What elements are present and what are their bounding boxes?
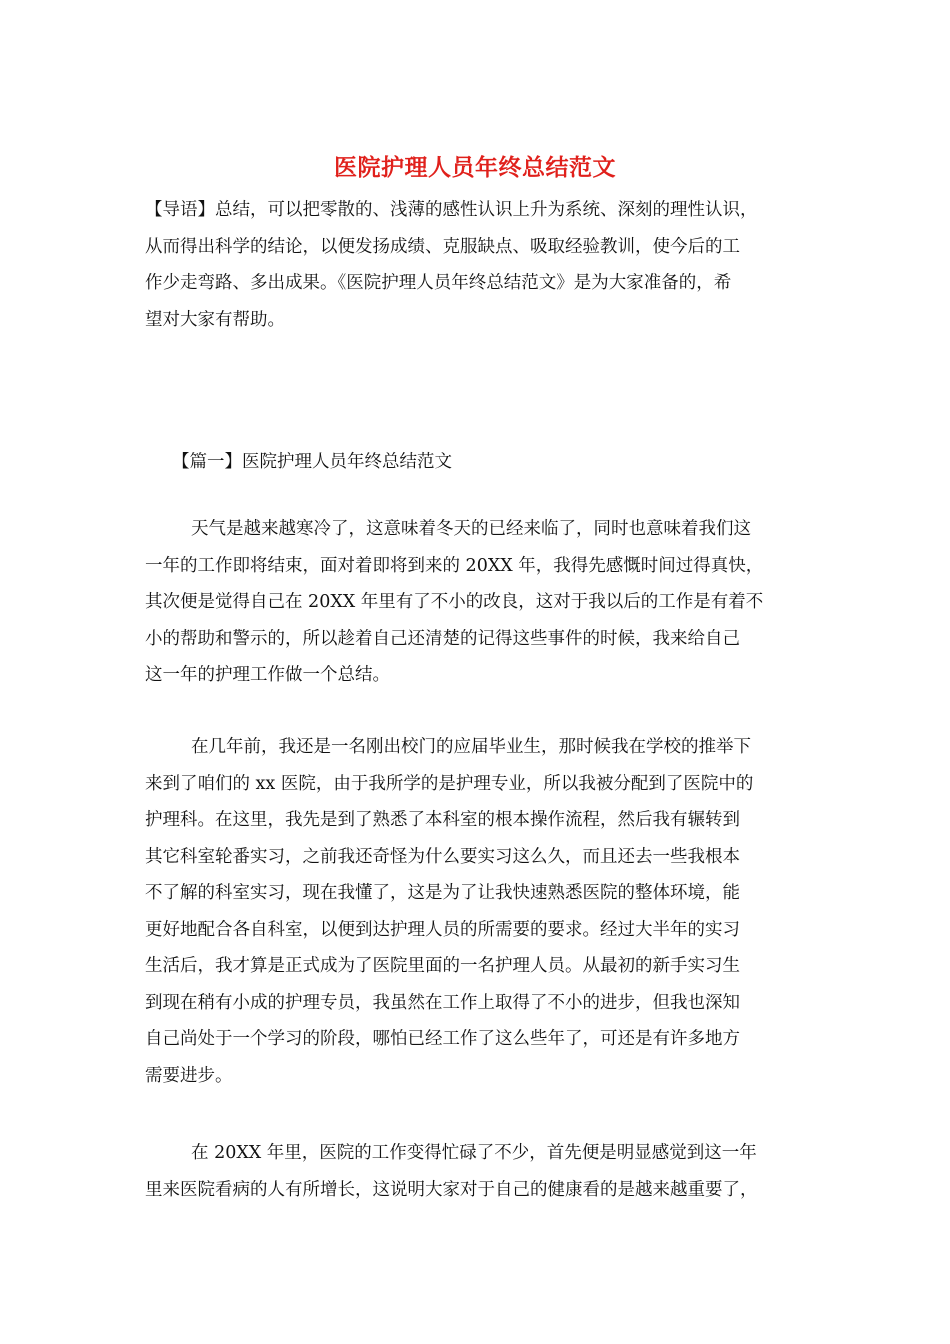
paragraph-line: 一年的工作即将结束，面对着即将到来的 20XX 年，我得先感慨时间过得真快， [145,555,764,576]
paragraph-line: 这一年的护理工作做一个总结。 [145,665,390,685]
intro-line: 【导语】总结，可以把零散的、浅薄的感性认识上升为系统、深刻的理性认识， [145,200,758,220]
paragraph-line: 不了解的科室实习，现在我懂了，这是为了让我快速熟悉医院的整体环境，能 [145,883,740,903]
paragraph-line: 天气是越来越寒冷了，这意味着冬天的已经来临了，同时也意味着我们这 [191,519,751,539]
paragraph-1 [145,511,810,694]
paragraph-line: 小的帮助和警示的，所以趁着自己还清楚的记得这些事件的时候，我来给自己 [145,628,740,649]
paragraph-line: 其它科室轮番实习，之前我还奇怪为什么要实习这么久，而且还去一些我根本 [145,846,740,867]
paragraph-line: 自己尚处于一个学习的阶段，哪怕已经工作了这么些年了，可还是有许多地方 [145,1029,740,1049]
paragraph-line: 在几年前，我还是一名刚出校门的应届毕业生，那时候我在学校的推举下 [191,737,751,757]
document-title: 医院护理人员年终总结范文 [334,154,616,181]
intro-line: 从而得出科学的结论，以便发扬成绩、克服缺点、吸取经验教训，使今后的工 [145,236,740,257]
paragraph-line: 在 20XX 年里，医院的工作变得忙碌了不少，首先便是明显感觉到这一年 [191,1143,757,1163]
paragraph-line: 生活后，我才算是正式成为了医院里面的一名护理人员。从最初的新手实习生 [145,956,740,976]
paragraph-line: 其次便是觉得自己在 20XX 年里有了不小的改良，这对于我以后的工作是有着不 [145,592,764,612]
intro-line: 作少走弯路、多出成果。《医院护理人员年终总结范文》是为大家准备的，希 [145,273,732,293]
intro-paragraph [145,192,810,338]
paragraph-line: 更好地配合各自科室，以便到达护理人员的所需要的要求。经过大半年的实习 [145,919,740,940]
paragraph-line: 来到了咱们的 xx 医院，由于我所学的是护理专业，所以我被分配到了医院中的 [145,773,754,794]
paragraph-3 [145,1135,810,1208]
section-heading: 【篇一】医院护理人员年终总结范文 [172,452,452,472]
paragraph-line: 护理科。在这里，我先是到了熟悉了本科室的根本操作流程，然后我有辗转到 [145,810,740,830]
paragraph-line: 需要进步。 [145,1065,233,1086]
paragraph-line: 里来医院看病的人有所增长，这说明大家对于自己的健康看的是越来越重要了， [145,1179,758,1200]
paragraph-line: 到现在稍有小成的护理专员，我虽然在工作上取得了不小的进步，但我也深知 [145,992,740,1013]
paragraph-2 [145,729,810,1094]
intro-line: 望对大家有帮助。 [145,309,285,330]
